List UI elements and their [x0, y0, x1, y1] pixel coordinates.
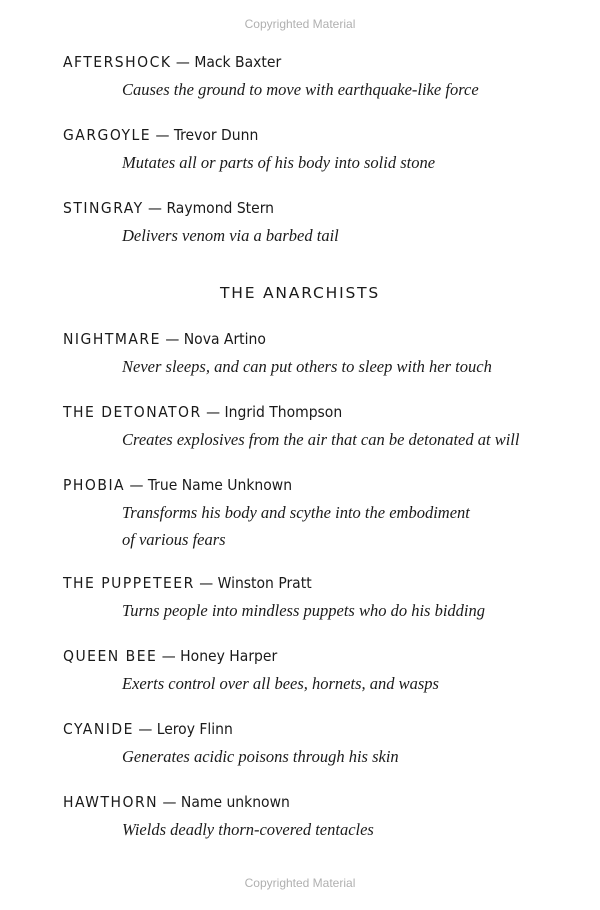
- character-real-name: Winston Pratt: [217, 574, 312, 592]
- character-power: Creates explosives from the air that can be detonated at will: [122, 430, 520, 449]
- character-entry-gargoyle: [63, 125, 563, 176]
- character-alias: HAWTHORN: [63, 793, 159, 811]
- character-real-name: Nova Artino: [183, 330, 266, 348]
- character-real-name: Honey Harper: [180, 647, 278, 665]
- character-power: Wields deadly thorn-covered tentacles: [122, 820, 374, 839]
- copyright-watermark-top: Copyrighted Material: [244, 17, 356, 31]
- character-power: Generates acidic poisons through his skin: [122, 747, 399, 766]
- character-entry-cyanide: [63, 719, 563, 770]
- character-heading: NIGHTMARE — Nova Artino: [63, 330, 266, 348]
- character-entry-the-detonator: [63, 402, 563, 453]
- character-real-name: True Name Unknown: [147, 476, 293, 494]
- character-entry-phobia: [63, 475, 563, 553]
- character-alias: CYANIDE: [63, 720, 134, 738]
- character-real-name: Trevor Dunn: [173, 126, 259, 144]
- character-power: Causes the ground to move with earthquake-like force: [122, 80, 479, 99]
- character-alias: GARGOYLE: [63, 126, 152, 144]
- character-power: Turns people into mindless puppets who do his bidding: [122, 601, 486, 620]
- copyright-watermark-bottom: Copyrighted Material: [244, 876, 356, 890]
- character-power: Mutates all or parts of his body into solid stone: [122, 153, 436, 172]
- section-title-anarchists: THE ANARCHISTS: [219, 284, 381, 302]
- character-alias: THE DETONATOR: [63, 403, 202, 421]
- character-real-name: Ingrid Thompson: [224, 403, 343, 421]
- character-entry-stingray: [63, 198, 563, 249]
- character-heading: GARGOYLE — Trevor Dunn: [63, 126, 259, 144]
- character-heading: AFTERSHOCK — Mack Baxter: [63, 53, 282, 71]
- character-alias: AFTERSHOCK: [63, 53, 172, 71]
- character-alias: PHOBIA: [63, 476, 126, 494]
- character-heading: THE DETONATOR — Ingrid Thompson: [63, 403, 343, 421]
- character-power: Delivers venom via a barbed tail: [122, 226, 339, 245]
- character-entry-hawthorn: [63, 792, 563, 843]
- character-heading: QUEEN BEE — Honey Harper: [63, 647, 278, 665]
- character-entry-queen-bee: [63, 646, 563, 697]
- character-alias: NIGHTMARE: [63, 330, 161, 348]
- character-power: Never sleeps, and can put others to sleep with her touch: [122, 357, 492, 376]
- character-real-name: Leroy Flinn: [156, 720, 233, 738]
- character-power: Transforms his body and scythe into the embodiment of various fears: [122, 503, 470, 549]
- character-entry-the-puppeteer: [63, 573, 563, 624]
- character-heading: PHOBIA — True Name Unknown: [63, 476, 293, 494]
- character-power: Exerts control over all bees, hornets, and wasps: [122, 674, 439, 693]
- character-real-name: Raymond Stern: [166, 199, 275, 217]
- character-alias: THE PUPPETEER: [63, 574, 195, 592]
- character-heading: HAWTHORN — Name unknown: [63, 793, 290, 811]
- character-entry-aftershock: [63, 52, 563, 103]
- character-real-name: Name unknown: [180, 793, 290, 811]
- character-heading: STINGRAY — Raymond Stern: [63, 199, 275, 217]
- character-heading: THE PUPPETEER — Winston Pratt: [63, 574, 312, 592]
- character-entry-nightmare: [63, 329, 563, 380]
- character-real-name: Mack Baxter: [194, 53, 282, 71]
- character-alias: QUEEN BEE: [63, 647, 158, 665]
- character-heading: CYANIDE — Leroy Flinn: [63, 720, 233, 738]
- character-alias: STINGRAY: [63, 199, 144, 217]
